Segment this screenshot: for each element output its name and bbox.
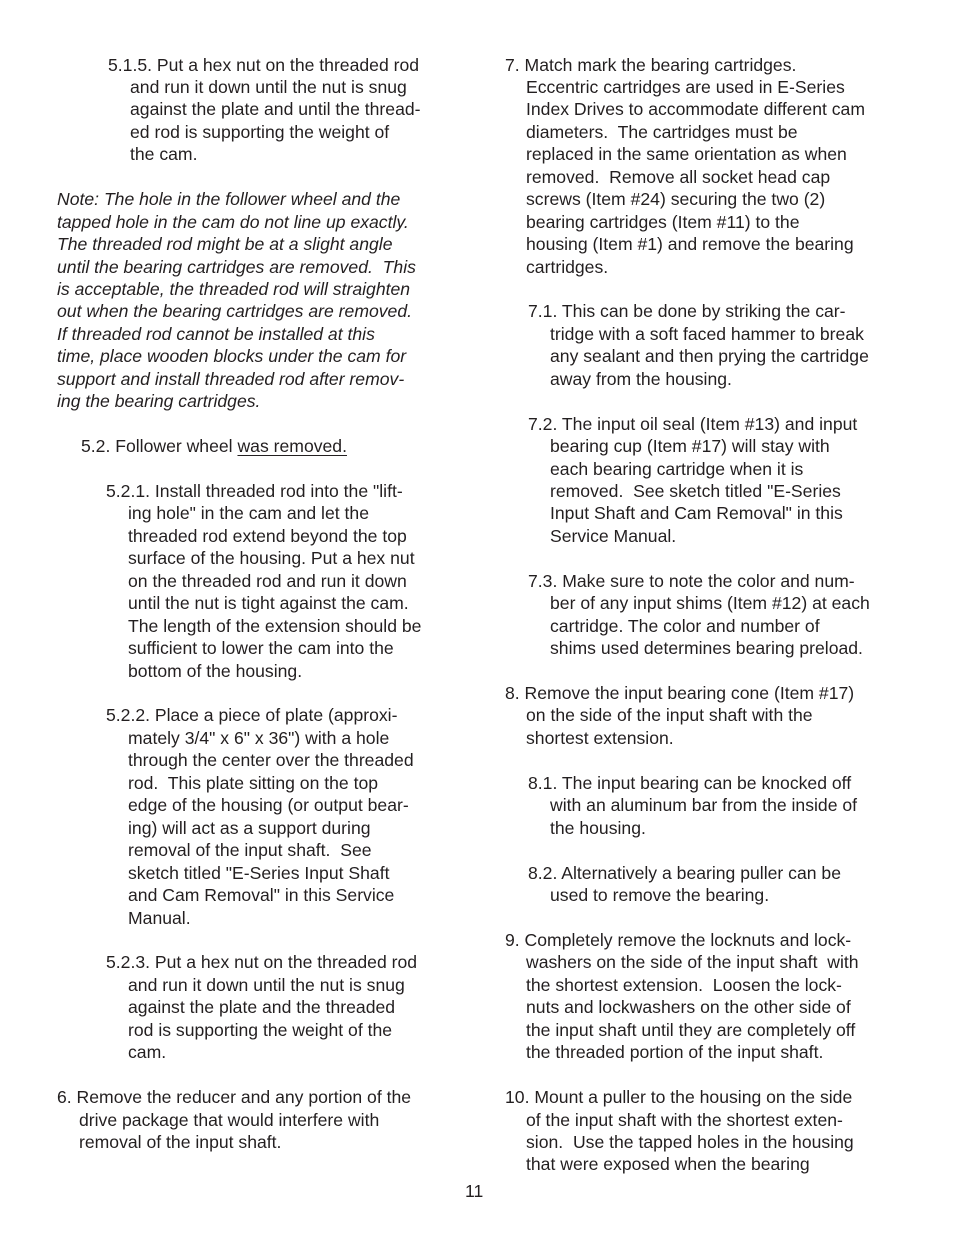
text-line: mately 3/4" x 6" x 36") with a hole <box>128 728 390 748</box>
text-line: 6. Remove the reducer and any portion of the <box>57 1087 412 1107</box>
text-line: sion. Use the tapped holes in the housing <box>526 1132 854 1152</box>
text-line: the shortest extension. Loosen the lock- <box>526 975 842 995</box>
text-line: each bearing cartridge when it is <box>550 459 804 479</box>
note-line: If threaded rod cannot be installed at this <box>57 324 375 344</box>
note-line: The threaded rod might be at a slight angle <box>57 234 393 254</box>
text-line: that were exposed when the bearing <box>526 1154 810 1174</box>
text-line: until the nut is tight against the cam. <box>128 593 409 613</box>
text-line: removal of the input shaft. See <box>128 840 372 860</box>
text-line: against the plate and the threaded <box>128 997 396 1017</box>
text-line: away from the housing. <box>550 369 732 389</box>
text-line: cartridges. <box>526 257 609 277</box>
text-line: through the center over the threaded <box>128 750 414 770</box>
text-line: 5.1.5. Put a hex nut on the threaded rod <box>108 55 420 75</box>
step-5-2-heading <box>81 435 347 458</box>
text-line: washers on the side of the input shaft with <box>526 952 859 972</box>
text-line: ber of any input shims (Item #12) at each <box>550 593 870 613</box>
text-line: against the plate and until the thread- <box>130 99 421 119</box>
text-line: 5.2.1. Install threaded rod into the "lift- <box>106 481 403 501</box>
text-line: 5.2.2. Place a piece of plate (approxi- <box>106 705 398 725</box>
text-line: on the side of the input shaft with the <box>526 705 813 725</box>
text-line: rod is supporting the weight of the <box>128 1020 393 1040</box>
text-line: ed rod is supporting the weight of <box>130 122 390 142</box>
text-line: drive package that would interfere with <box>79 1110 380 1130</box>
text-line: bottom of the housing. <box>128 661 303 681</box>
text-line: used to remove the bearing. <box>550 885 770 905</box>
text-line: shims used determines bearing preload. <box>550 638 863 658</box>
text-line: the housing. <box>550 818 646 838</box>
note-line: is acceptable, the threaded rod will straighten <box>57 279 411 299</box>
text-line: sketch titled "E-Series Input Shaft <box>128 863 390 883</box>
note-line: tapped hole in the cam do not line up exactly. <box>57 212 409 232</box>
text-line: rod. This plate sitting on the top <box>128 773 379 793</box>
text-line: Index Drives to accommodate different cam <box>526 99 865 119</box>
text-line: screws (Item #24) securing the two (2) <box>526 189 826 209</box>
text-line: and run it down until the nut is snug <box>128 975 405 995</box>
text-line: on the threaded rod and run it down <box>128 571 407 591</box>
text-line: Service Manual. <box>550 526 677 546</box>
text-line: surface of the housing. Put a hex nut <box>128 548 415 568</box>
text-line: 7.2. The input oil seal (Item #13) and input <box>528 414 858 434</box>
text-line: ing) will act as a support during <box>128 818 371 838</box>
underlined-text: was removed. <box>237 436 347 456</box>
text-line: Input Shaft and Cam Removal" in this <box>550 503 843 523</box>
text-line: The length of the extension should be <box>128 616 422 636</box>
text-line: of the input shaft with the shortest exten- <box>526 1110 843 1130</box>
text-line: edge of the housing (or output bear- <box>128 795 409 815</box>
text-line: the cam. <box>130 144 198 164</box>
text-line: sufficient to lower the cam into the <box>128 638 394 658</box>
text-line: removed. Remove all socket head cap <box>526 167 831 187</box>
text-line: the threaded portion of the input shaft. <box>526 1042 824 1062</box>
text-line: and run it down until the nut is snug <box>130 77 407 97</box>
note-line: time, place wooden blocks under the cam for <box>57 346 407 366</box>
text-line: 5.2.3. Put a hex nut on the threaded rod <box>106 952 418 972</box>
text-line: 8. Remove the input bearing cone (Item #17) <box>505 683 855 703</box>
note-line: Note: The hole in the follower wheel and the <box>57 189 401 209</box>
text-line: replaced in the same orientation as when <box>526 144 847 164</box>
text-line: bearing cartridges (Item #11) to the <box>526 212 800 232</box>
text-line: threaded rod extend beyond the top <box>128 526 407 546</box>
text-line: shortest extension. <box>526 728 674 748</box>
text-line: cartridge. The color and number of <box>550 616 820 636</box>
note-line: out when the bearing cartridges are removed. <box>57 301 413 321</box>
text-line: 7. Match mark the bearing cartridges. <box>505 55 797 75</box>
text-line: removed. See sketch titled "E-Series <box>550 481 841 501</box>
text-line: the input shaft until they are completely off <box>526 1020 856 1040</box>
text-line: 8.2. Alternatively a bearing puller can be <box>528 863 841 883</box>
text-line: 7.3. Make sure to note the color and num- <box>528 571 855 591</box>
text-line: removal of the input shaft. <box>79 1132 282 1152</box>
page-number: 11 <box>465 1181 484 1201</box>
text-line: any sealant and then prying the cartridge <box>550 346 869 366</box>
text-line: with an aluminum bar from the inside of <box>550 795 858 815</box>
text-line: bearing cup (Item #17) will stay with <box>550 436 830 456</box>
text-line: Manual. <box>128 908 191 928</box>
text-line: housing (Item #1) and remove the bearing <box>526 234 854 254</box>
step-5-2-text: 5.2. Follower wheel <box>81 436 238 456</box>
text-line: nuts and lockwashers on the other side of <box>526 997 851 1017</box>
text-line: 9. Completely remove the locknuts and lock- <box>505 930 852 950</box>
text-line: cam. <box>128 1042 167 1062</box>
note-line: ing the bearing cartridges. <box>57 391 261 411</box>
text-line: 7.1. This can be done by striking the car- <box>528 301 846 321</box>
text-line: 10. Mount a puller to the housing on the side <box>505 1087 853 1107</box>
note-line: until the bearing cartridges are removed. This <box>57 257 416 277</box>
text-line: tridge with a soft faced hammer to break <box>550 324 864 344</box>
note-line: support and install threaded rod after remov- <box>57 369 405 389</box>
text-line: and Cam Removal" in this Service <box>128 885 395 905</box>
text-line: ing hole" in the cam and let the <box>128 503 369 523</box>
text-line: 8.1. The input bearing can be knocked off <box>528 773 852 793</box>
text-line: diameters. The cartridges must be <box>526 122 798 142</box>
text-line: Eccentric cartridges are used in E-Series <box>526 77 845 97</box>
